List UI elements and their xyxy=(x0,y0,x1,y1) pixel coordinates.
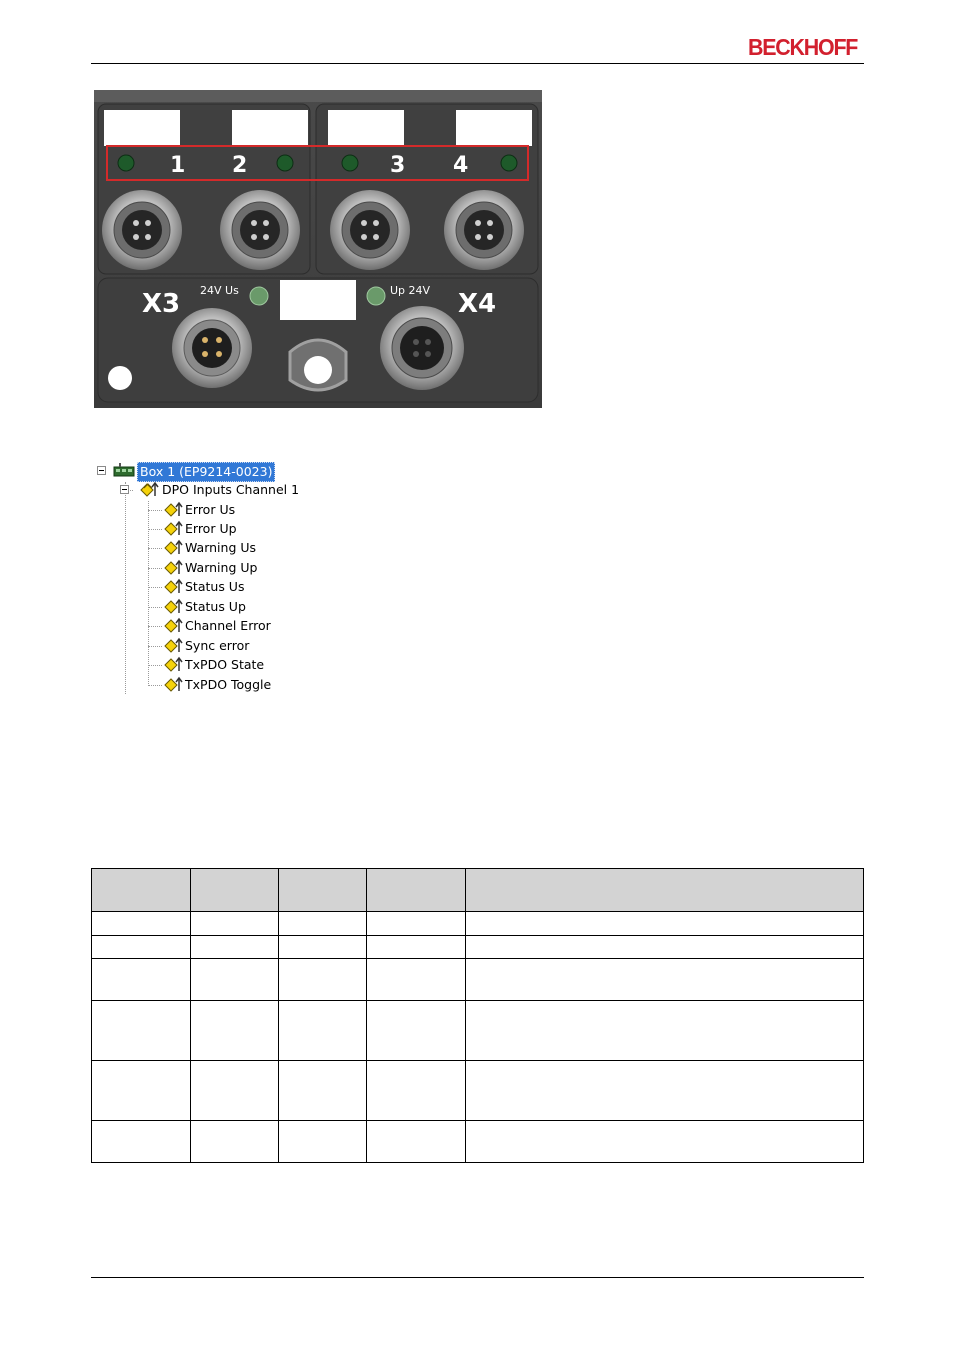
data-table xyxy=(91,868,864,1163)
power-connector-x4 xyxy=(380,306,464,390)
table-cell xyxy=(191,1061,279,1121)
tree-item-label[interactable]: Warning Up xyxy=(185,560,258,575)
tree-item[interactable] xyxy=(95,676,375,694)
table-cell xyxy=(279,1001,367,1061)
tree-item-label[interactable]: TxPDO Toggle xyxy=(185,677,272,692)
device-image xyxy=(94,90,542,408)
input-variable-icon xyxy=(163,637,183,655)
collapse-icon[interactable] xyxy=(120,485,129,494)
table-cell xyxy=(279,936,367,959)
led-4 xyxy=(501,155,517,171)
table-row xyxy=(92,1061,864,1121)
tree-item[interactable] xyxy=(95,598,375,616)
table-header-row xyxy=(92,869,864,912)
beckhoff-logo: BECKHOFF xyxy=(748,34,858,60)
grounding-lug xyxy=(290,340,346,390)
tree-item-label[interactable]: Channel Error xyxy=(185,618,271,633)
table-cell xyxy=(367,1001,466,1061)
tree-item-label[interactable]: Error Up xyxy=(185,521,237,536)
input-group-icon xyxy=(139,481,159,499)
header-rule xyxy=(91,63,864,64)
table-cell xyxy=(466,959,864,1001)
table-cell xyxy=(466,912,864,936)
us-label: 24V Us xyxy=(200,284,239,297)
table-cell xyxy=(191,912,279,936)
table-cell xyxy=(279,1121,367,1163)
tree-item[interactable] xyxy=(95,656,375,674)
connector-port-2 xyxy=(220,190,300,270)
led-1 xyxy=(118,155,134,171)
table-cell xyxy=(92,959,191,1001)
connector-port-1 xyxy=(102,190,182,270)
box-icon xyxy=(113,462,135,480)
table-cell xyxy=(466,1001,864,1061)
table-row xyxy=(92,1001,864,1061)
led-2 xyxy=(277,155,293,171)
tree-item[interactable] xyxy=(95,559,375,577)
footer-rule xyxy=(91,1277,864,1278)
collapse-icon[interactable] xyxy=(97,466,106,475)
table-row xyxy=(92,936,864,959)
x4-label: X4 xyxy=(458,289,497,319)
table-cell xyxy=(92,1121,191,1163)
tree-item-label[interactable]: Warning Us xyxy=(185,540,257,555)
table-cell xyxy=(279,1061,367,1121)
input-variable-icon xyxy=(163,676,183,694)
table-cell xyxy=(191,959,279,1001)
tree-item[interactable] xyxy=(95,520,375,538)
tree-group-row[interactable] xyxy=(95,481,375,499)
table-cell xyxy=(279,912,367,936)
table-cell xyxy=(466,1121,864,1163)
tree-item[interactable] xyxy=(95,617,375,635)
port-number-1: 1 xyxy=(170,153,186,178)
table-cell xyxy=(92,936,191,959)
table-cell xyxy=(191,936,279,959)
tree-item-label[interactable]: Status Us xyxy=(185,579,245,594)
tree-root-row[interactable] xyxy=(95,462,375,480)
table-cell xyxy=(279,959,367,1001)
port-number-4: 4 xyxy=(453,153,469,178)
tree-item[interactable] xyxy=(95,578,375,596)
tree-group-label[interactable]: DPO Inputs Channel 1 xyxy=(162,482,300,497)
led-us xyxy=(250,287,268,305)
port-number-2: 2 xyxy=(232,153,248,178)
table-cell xyxy=(466,1061,864,1121)
tree-item[interactable] xyxy=(95,539,375,557)
x3-label: X3 xyxy=(142,289,181,319)
tree-view xyxy=(95,460,395,700)
input-variable-icon xyxy=(163,656,183,674)
table-cell xyxy=(92,912,191,936)
table-header-cell xyxy=(367,869,466,912)
table-cell xyxy=(191,1001,279,1061)
label-field xyxy=(280,280,356,320)
table-cell xyxy=(367,936,466,959)
connector-port-4 xyxy=(444,190,524,270)
mounting-hole xyxy=(108,366,132,390)
tree-root-label[interactable]: Box 1 (EP9214-0023) xyxy=(137,462,275,482)
port-number-3: 3 xyxy=(390,153,406,178)
table-header-cell xyxy=(92,869,191,912)
input-variable-icon xyxy=(163,501,183,519)
table-cell xyxy=(466,936,864,959)
led-3 xyxy=(342,155,358,171)
tree-item[interactable] xyxy=(95,501,375,519)
power-connector-x3 xyxy=(172,308,252,388)
table-cell xyxy=(191,1121,279,1163)
input-variable-icon xyxy=(163,539,183,557)
connector-port-3 xyxy=(330,190,410,270)
table-header-cell xyxy=(191,869,279,912)
up-label: Up 24V xyxy=(390,284,431,297)
table-row xyxy=(92,912,864,936)
tree-item[interactable] xyxy=(95,637,375,655)
table-cell xyxy=(367,1121,466,1163)
table-cell xyxy=(367,1061,466,1121)
table-cell xyxy=(367,912,466,936)
input-variable-icon xyxy=(163,617,183,635)
tree-item-label[interactable]: Error Us xyxy=(185,502,236,517)
table-cell xyxy=(92,1061,191,1121)
input-variable-icon xyxy=(163,598,183,616)
table-header-cell xyxy=(466,869,864,912)
table-header-cell xyxy=(279,869,367,912)
tree-item-label[interactable]: Status Up xyxy=(185,599,246,614)
table-cell xyxy=(92,1001,191,1061)
tree-item-label[interactable]: TxPDO State xyxy=(185,657,265,672)
input-variable-icon xyxy=(163,520,183,538)
input-variable-icon xyxy=(163,578,183,596)
table-row xyxy=(92,959,864,1001)
input-variable-icon xyxy=(163,559,183,577)
led-up xyxy=(367,287,385,305)
tree-item-label[interactable]: Sync error xyxy=(185,638,250,653)
table-row xyxy=(92,1121,864,1163)
table-cell xyxy=(367,959,466,1001)
